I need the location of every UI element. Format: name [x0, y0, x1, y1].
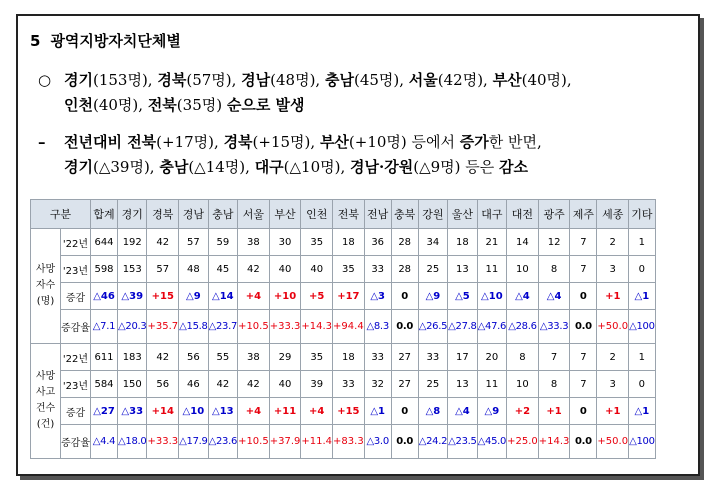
- table-cell: △1: [364, 398, 391, 425]
- region-name: 전북: [147, 96, 177, 114]
- table-cell: △8.3: [364, 310, 391, 344]
- row-label: 증감율: [61, 310, 91, 344]
- table-cell: 25: [418, 256, 447, 283]
- table-cell: 42: [238, 371, 270, 398]
- column-header: 구분: [31, 200, 91, 229]
- table-cell: △45.0: [477, 425, 506, 459]
- table-cell: 192: [118, 229, 147, 256]
- table-cell: 7: [570, 344, 597, 371]
- dash-bullet: –: [38, 133, 46, 151]
- region-name: 전북: [127, 133, 157, 151]
- table-cell: 57: [147, 256, 179, 283]
- table-cell: 56: [147, 371, 179, 398]
- column-header: 충북: [391, 200, 418, 229]
- table-cell: 25: [418, 371, 447, 398]
- column-header: 대구: [477, 200, 506, 229]
- column-header: 강원: [418, 200, 447, 229]
- table-cell: +11: [269, 398, 301, 425]
- table-cell: 0.0: [391, 425, 418, 459]
- table-cell: △9: [418, 283, 447, 310]
- table-cell: +14.3: [301, 310, 333, 344]
- table-cell: 10: [507, 256, 539, 283]
- table-cell: +17: [333, 283, 365, 310]
- table-cell: 28: [391, 229, 418, 256]
- table-cell: △7.1: [91, 310, 118, 344]
- table-cell: △100: [629, 425, 656, 459]
- table-cell: △27: [91, 398, 118, 425]
- table-cell: △4: [538, 283, 570, 310]
- table-cell: 18: [448, 229, 477, 256]
- table-cell: 38: [238, 229, 270, 256]
- table-cell: +14.3: [538, 425, 570, 459]
- region-name: 부산: [492, 71, 522, 89]
- table-cell: 0: [570, 283, 597, 310]
- table-cell: 10: [507, 371, 539, 398]
- row-label: '23년: [61, 256, 91, 283]
- group-label: [31, 229, 61, 344]
- table-cell: △26.5: [418, 310, 447, 344]
- table-cell: 153: [118, 256, 147, 283]
- table-cell: +1: [538, 398, 570, 425]
- table-row: [31, 371, 656, 398]
- change-lead: 전년대비: [64, 133, 128, 151]
- table-cell: +33.3: [269, 310, 301, 344]
- table-cell: 8: [538, 371, 570, 398]
- table-cell: 0.0: [570, 310, 597, 344]
- table-cell: 39: [301, 371, 333, 398]
- table-row: [31, 283, 656, 310]
- table-cell: 18: [333, 229, 365, 256]
- change-paragraph: [38, 130, 542, 180]
- table-cell: △1: [629, 398, 656, 425]
- change-mid-2: 등은: [465, 158, 500, 176]
- table-cell: △3: [364, 283, 391, 310]
- table-cell: 42: [147, 344, 179, 371]
- table-cell: +2: [507, 398, 539, 425]
- section-number: 5: [30, 32, 41, 50]
- column-header: 전북: [333, 200, 365, 229]
- table-cell: +4: [238, 398, 270, 425]
- table-cell: +5: [301, 283, 333, 310]
- table-cell: 8: [507, 344, 539, 371]
- table-cell: △33: [118, 398, 147, 425]
- region-count: (153명),: [92, 71, 158, 89]
- table-cell: 42: [147, 229, 179, 256]
- table-cell: 13: [448, 371, 477, 398]
- region-name: 충남: [159, 158, 189, 176]
- table-cell: 56: [179, 344, 208, 371]
- region-count: (45명),: [353, 71, 409, 89]
- table-cell: +11.4: [301, 425, 333, 459]
- table-cell: △17.9: [179, 425, 208, 459]
- table-cell: +33.3: [147, 425, 179, 459]
- table-cell: 17: [448, 344, 477, 371]
- table-row: [31, 398, 656, 425]
- region-name: 경북: [157, 71, 187, 89]
- table-cell: +15: [147, 283, 179, 310]
- table-cell: 20: [477, 344, 506, 371]
- row-label: 증감: [61, 398, 91, 425]
- column-header: 대전: [507, 200, 539, 229]
- row-label: '22년: [61, 229, 91, 256]
- region-name: 대구: [254, 158, 284, 176]
- column-header: 전남: [364, 200, 391, 229]
- row-label: '22년: [61, 344, 91, 371]
- table-cell: 33: [364, 256, 391, 283]
- table-cell: 7: [570, 256, 597, 283]
- table-cell: 29: [269, 344, 301, 371]
- column-header: 세종: [597, 200, 629, 229]
- table-cell: △8: [418, 398, 447, 425]
- table-cell: △4: [507, 283, 539, 310]
- table-cell: +94.4: [333, 310, 365, 344]
- table-cell: △39: [118, 283, 147, 310]
- table-cell: △23.6: [208, 425, 237, 459]
- table-cell: △4: [448, 398, 477, 425]
- table-cell: 1: [629, 229, 656, 256]
- table-cell: 12: [538, 229, 570, 256]
- table-cell: 36: [364, 229, 391, 256]
- table-cell: 46: [179, 371, 208, 398]
- column-header: 경남: [179, 200, 208, 229]
- region-count: (40명),: [92, 96, 148, 114]
- region-name: 부산: [319, 133, 349, 151]
- region-name: 서울: [408, 71, 438, 89]
- table-cell: 8: [538, 256, 570, 283]
- table-cell: 18: [333, 344, 365, 371]
- table-row: [31, 344, 656, 371]
- table-cell: 0: [629, 371, 656, 398]
- table-cell: 183: [118, 344, 147, 371]
- table-cell: 13: [448, 256, 477, 283]
- table-cell: 40: [269, 371, 301, 398]
- column-header: 제주: [570, 200, 597, 229]
- table-cell: 57: [179, 229, 208, 256]
- table-row: [31, 229, 656, 256]
- table-cell: 42: [208, 371, 237, 398]
- table-cell: +1: [597, 283, 629, 310]
- group-label-line: (건): [36, 419, 55, 430]
- table-cell: 11: [477, 256, 506, 283]
- table-cell: △10: [179, 398, 208, 425]
- table-cell: +83.3: [333, 425, 365, 459]
- table-cell: 33: [418, 344, 447, 371]
- table-cell: 150: [118, 371, 147, 398]
- table-cell: 584: [91, 371, 118, 398]
- summary-tail: 순으로 발생: [226, 96, 305, 114]
- table-cell: +4: [238, 283, 270, 310]
- table-cell: 28: [391, 256, 418, 283]
- region-name: 인천: [64, 96, 93, 114]
- table-cell: 35: [301, 344, 333, 371]
- circle-bullet: ○: [38, 71, 52, 89]
- table-cell: 598: [91, 256, 118, 283]
- table-cell: +10: [269, 283, 301, 310]
- table-cell: △5: [448, 283, 477, 310]
- section-heading: [30, 30, 181, 51]
- group-label-line: 사망: [35, 264, 56, 275]
- table-cell: 611: [91, 344, 118, 371]
- region-count: (△9명): [413, 158, 466, 176]
- table-cell: △46: [91, 283, 118, 310]
- increase-word: 증가: [459, 133, 489, 151]
- table-cell: +1: [597, 398, 629, 425]
- table-cell: △14: [208, 283, 237, 310]
- table-cell: △9: [477, 398, 506, 425]
- region-count: (+15명),: [252, 133, 320, 151]
- table-cell: +25.0: [507, 425, 539, 459]
- region-count: (48명),: [270, 71, 325, 89]
- region-count: (△10명),: [283, 158, 351, 176]
- row-label: '23년: [61, 371, 91, 398]
- table-cell: 40: [301, 256, 333, 283]
- group-label-line: 사망: [35, 371, 56, 382]
- table-cell: +50.0: [597, 425, 629, 459]
- table-cell: △3.0: [364, 425, 391, 459]
- table-cell: 48: [179, 256, 208, 283]
- table-cell: 35: [301, 229, 333, 256]
- change-mid: 등에서: [411, 133, 460, 151]
- region-name: 경기: [64, 158, 93, 176]
- region-name: 충남: [324, 71, 354, 89]
- table-cell: +37.9: [269, 425, 301, 459]
- table-cell: 59: [208, 229, 237, 256]
- column-header: 울산: [448, 200, 477, 229]
- change-line-1: [38, 130, 542, 155]
- table-cell: +10.5: [238, 310, 270, 344]
- table-cell: 21: [477, 229, 506, 256]
- table-cell: 644: [91, 229, 118, 256]
- table-cell: △100: [629, 310, 656, 344]
- table-cell: 3: [597, 256, 629, 283]
- table-cell: +4: [301, 398, 333, 425]
- table-cell: 55: [208, 344, 237, 371]
- region-count: (△39명),: [92, 158, 160, 176]
- region-count: (57명),: [186, 71, 242, 89]
- region-count: (42명),: [437, 71, 493, 89]
- summary-paragraph: [38, 68, 572, 118]
- region-count: (+10명): [348, 133, 412, 151]
- change-line-2: [38, 155, 542, 180]
- table-cell: △23.7: [208, 310, 237, 344]
- table-cell: △4.4: [91, 425, 118, 459]
- table-cell: 0: [629, 256, 656, 283]
- column-header: 광주: [538, 200, 570, 229]
- table-cell: △10: [477, 283, 506, 310]
- region-count: (+17명),: [156, 133, 224, 151]
- column-header: 부산: [269, 200, 301, 229]
- table-cell: 7: [538, 344, 570, 371]
- table-row: [31, 256, 656, 283]
- table-cell: △18.0: [118, 425, 147, 459]
- section-title: 광역지방자치단체별: [50, 32, 181, 50]
- table-cell: 14: [507, 229, 539, 256]
- table-cell: △9: [179, 283, 208, 310]
- table-cell: 42: [238, 256, 270, 283]
- table-cell: 40: [269, 256, 301, 283]
- table-cell: 30: [269, 229, 301, 256]
- column-header: 경기: [118, 200, 147, 229]
- group-label: [31, 344, 61, 459]
- table-cell: +10.5: [238, 425, 270, 459]
- table-cell: 2: [597, 344, 629, 371]
- table-cell: 7: [570, 371, 597, 398]
- table-cell: 27: [391, 371, 418, 398]
- table-cell: △28.6: [507, 310, 539, 344]
- region-count: (40명),: [521, 71, 572, 89]
- table-cell: △33.3: [538, 310, 570, 344]
- column-header: 경북: [147, 200, 179, 229]
- table-cell: 0: [391, 398, 418, 425]
- region-count: (△14명),: [188, 158, 255, 176]
- table-cell: △13: [208, 398, 237, 425]
- report-box: [16, 14, 700, 476]
- group-label-line: (명): [36, 296, 55, 307]
- table-cell: △15.8: [179, 310, 208, 344]
- table-cell: +15: [333, 398, 365, 425]
- decrease-word: 감소: [499, 158, 528, 176]
- column-header: 충남: [208, 200, 237, 229]
- table-cell: △47.6: [477, 310, 506, 344]
- table-cell: 34: [418, 229, 447, 256]
- table-cell: +35.7: [147, 310, 179, 344]
- column-header: 서울: [238, 200, 270, 229]
- regional-stats-table: [30, 199, 656, 459]
- table-header-row: [31, 200, 656, 229]
- summary-line-1: [38, 68, 572, 93]
- table-row: [31, 425, 656, 459]
- column-header: 인천: [301, 200, 333, 229]
- region-count: (35명): [176, 96, 227, 114]
- table-cell: 0.0: [391, 310, 418, 344]
- table-cell: 38: [238, 344, 270, 371]
- table-row: [31, 310, 656, 344]
- row-label: 증감율: [61, 425, 91, 459]
- region-name: 경남: [241, 71, 271, 89]
- region-name: 경남·강원: [350, 158, 414, 176]
- table-cell: 11: [477, 371, 506, 398]
- table-cell: 0.0: [570, 425, 597, 459]
- column-header: 합계: [91, 200, 118, 229]
- table-cell: 2: [597, 229, 629, 256]
- region-name: 경북: [223, 133, 253, 151]
- table-cell: 35: [333, 256, 365, 283]
- table-cell: 0: [570, 398, 597, 425]
- table-cell: 32: [364, 371, 391, 398]
- group-label-line: 사고: [35, 387, 56, 398]
- table-cell: 33: [364, 344, 391, 371]
- table-cell: 0: [391, 283, 418, 310]
- region-name: 경기: [64, 71, 93, 89]
- change-tail: 한 반면,: [488, 133, 542, 151]
- table-cell: △27.8: [448, 310, 477, 344]
- table-cell: △24.2: [418, 425, 447, 459]
- group-label-line: 자수: [35, 280, 56, 291]
- table-cell: △20.3: [118, 310, 147, 344]
- table-cell: 1: [629, 344, 656, 371]
- table-cell: 3: [597, 371, 629, 398]
- summary-line-2: [38, 93, 572, 118]
- table-cell: +50.0: [597, 310, 629, 344]
- table-cell: 7: [570, 229, 597, 256]
- table-cell: 27: [391, 344, 418, 371]
- table-cell: △1: [629, 283, 656, 310]
- row-label: 증감: [61, 283, 91, 310]
- column-header: 기타: [629, 200, 656, 229]
- table-cell: △23.5: [448, 425, 477, 459]
- group-label-line: 건수: [35, 403, 56, 414]
- table-cell: +14: [147, 398, 179, 425]
- table-cell: 33: [333, 371, 365, 398]
- table-cell: 45: [208, 256, 237, 283]
